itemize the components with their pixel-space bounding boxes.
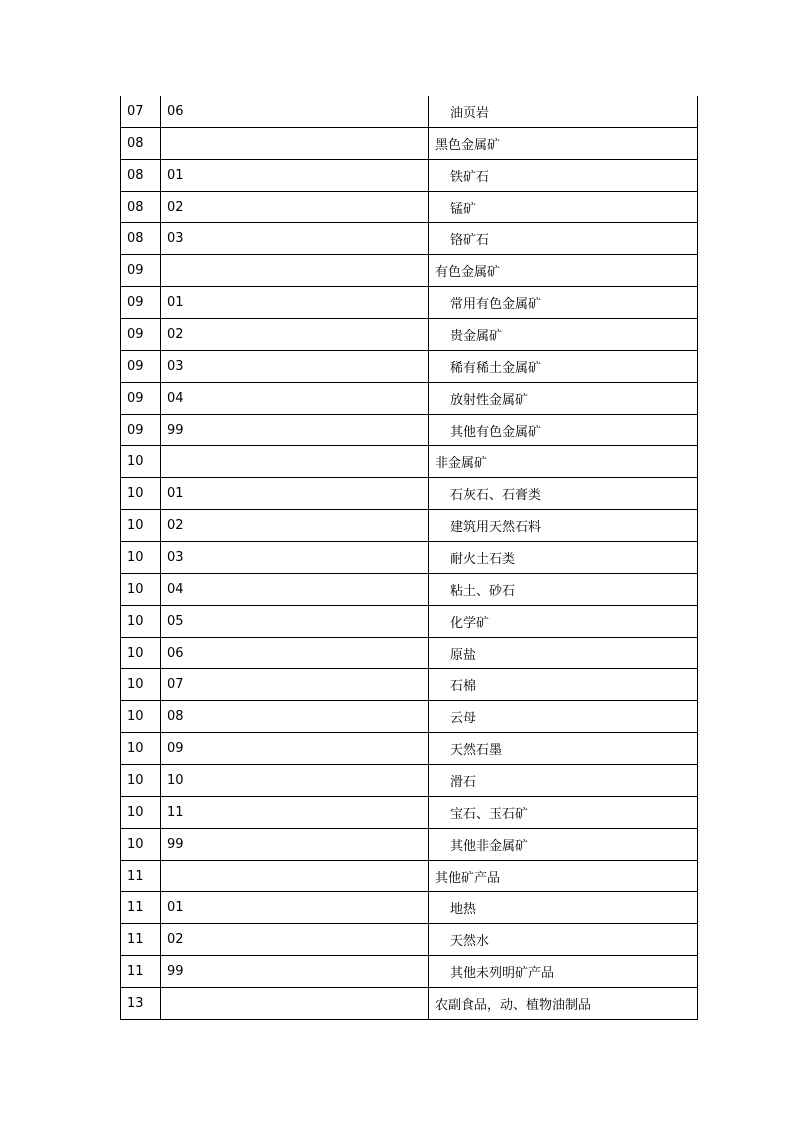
category-code-text: 09 bbox=[127, 295, 144, 311]
table-row bbox=[121, 255, 698, 287]
category-code-text: 10 bbox=[127, 709, 144, 725]
category-name-cell bbox=[429, 255, 698, 287]
subcategory-code-cell bbox=[161, 478, 429, 510]
classification-table bbox=[120, 96, 698, 1020]
subcategory-code-cell bbox=[161, 701, 429, 733]
subcategory-code-text: 03 bbox=[167, 358, 184, 374]
table-row bbox=[121, 765, 698, 797]
subcategory-code-text: 10 bbox=[167, 772, 184, 788]
category-name-text: 黑色金属矿 bbox=[435, 137, 501, 153]
subcategory-code-text: 99 bbox=[167, 422, 184, 438]
category-name-text: 其他有色金属矿 bbox=[450, 424, 542, 440]
category-code-text: 09 bbox=[127, 263, 144, 279]
category-name-text: 石灰石、石膏类 bbox=[450, 488, 542, 504]
category-name-text: 耐火土石类 bbox=[450, 551, 516, 567]
subcategory-code-cell bbox=[161, 892, 429, 924]
category-name-text: 农副食品，动、植物油制品 bbox=[435, 997, 592, 1013]
category-code-cell bbox=[121, 350, 161, 382]
category-code-cell bbox=[121, 924, 161, 956]
subcategory-code-text: 06 bbox=[167, 103, 184, 119]
category-name-cell bbox=[429, 605, 698, 637]
subcategory-code-cell bbox=[161, 319, 429, 351]
subcategory-code-text: 02 bbox=[167, 518, 184, 534]
subcategory-code-text: 99 bbox=[167, 964, 184, 980]
category-name-text: 贵金属矿 bbox=[450, 328, 503, 344]
subcategory-code-cell bbox=[161, 159, 429, 191]
category-code-text: 08 bbox=[127, 167, 144, 183]
subcategory-code-cell bbox=[161, 446, 429, 478]
category-code-text: 11 bbox=[127, 932, 144, 948]
category-code-cell bbox=[121, 446, 161, 478]
table-row bbox=[121, 127, 698, 159]
category-code-text: 10 bbox=[127, 486, 144, 502]
category-code-cell bbox=[121, 223, 161, 255]
category-code-cell bbox=[121, 796, 161, 828]
subcategory-code-cell bbox=[161, 127, 429, 159]
table-row bbox=[121, 159, 698, 191]
subcategory-code-text: 02 bbox=[167, 199, 184, 215]
category-code-text: 09 bbox=[127, 422, 144, 438]
category-name-text: 粘土、砂石 bbox=[450, 583, 516, 599]
category-name-text: 宝石、玉石矿 bbox=[450, 806, 529, 822]
subcategory-code-text: 01 bbox=[167, 167, 184, 183]
subcategory-code-text: 08 bbox=[167, 709, 184, 725]
category-code-text: 08 bbox=[127, 135, 144, 151]
table-row bbox=[121, 796, 698, 828]
category-code-cell bbox=[121, 573, 161, 605]
category-code-text: 13 bbox=[127, 995, 144, 1011]
subcategory-code-cell bbox=[161, 287, 429, 319]
category-name-text: 云母 bbox=[450, 711, 477, 727]
category-code-cell bbox=[121, 988, 161, 1020]
category-name-text: 非金属矿 bbox=[435, 456, 488, 472]
table-row bbox=[121, 542, 698, 574]
category-name-text: 石棉 bbox=[450, 679, 477, 695]
category-name-cell bbox=[429, 223, 698, 255]
subcategory-code-text: 04 bbox=[167, 390, 184, 406]
category-name-cell bbox=[429, 669, 698, 701]
table-row bbox=[121, 414, 698, 446]
category-name-cell bbox=[429, 96, 698, 127]
table-row bbox=[121, 319, 698, 351]
category-name-text: 天然水 bbox=[450, 934, 490, 950]
category-name-cell bbox=[429, 637, 698, 669]
subcategory-code-text: 02 bbox=[167, 326, 184, 342]
table-row bbox=[121, 191, 698, 223]
table-row bbox=[121, 478, 698, 510]
subcategory-code-text: 02 bbox=[167, 932, 184, 948]
table-row bbox=[121, 446, 698, 478]
category-code-text: 10 bbox=[127, 581, 144, 597]
category-code-cell bbox=[121, 956, 161, 988]
category-name-text: 放射性金属矿 bbox=[450, 392, 529, 408]
subcategory-code-text: 07 bbox=[167, 677, 184, 693]
category-code-cell bbox=[121, 159, 161, 191]
category-code-cell bbox=[121, 255, 161, 287]
category-name-cell bbox=[429, 350, 698, 382]
subcategory-code-text: 01 bbox=[167, 486, 184, 502]
category-name-text: 铬矿石 bbox=[450, 233, 490, 249]
category-code-cell bbox=[121, 542, 161, 574]
category-name-text: 地热 bbox=[450, 902, 477, 918]
table-row bbox=[121, 733, 698, 765]
subcategory-code-cell bbox=[161, 828, 429, 860]
category-code-text: 10 bbox=[127, 518, 144, 534]
category-name-text: 其他矿产品 bbox=[435, 870, 501, 886]
category-name-cell bbox=[429, 701, 698, 733]
category-name-text: 油页岩 bbox=[450, 105, 490, 121]
category-name-text: 常用有色金属矿 bbox=[450, 297, 542, 313]
subcategory-code-text: 09 bbox=[167, 741, 184, 757]
category-name-cell bbox=[429, 127, 698, 159]
category-code-cell bbox=[121, 287, 161, 319]
category-code-text: 10 bbox=[127, 645, 144, 661]
category-code-cell bbox=[121, 828, 161, 860]
subcategory-code-cell bbox=[161, 223, 429, 255]
table-row bbox=[121, 510, 698, 542]
category-name-cell bbox=[429, 382, 698, 414]
category-code-text: 10 bbox=[127, 613, 144, 629]
table-row bbox=[121, 924, 698, 956]
table-row bbox=[121, 892, 698, 924]
category-code-text: 09 bbox=[127, 326, 144, 342]
category-name-cell bbox=[429, 191, 698, 223]
category-name-text: 稀有稀土金属矿 bbox=[450, 360, 542, 376]
subcategory-code-cell bbox=[161, 860, 429, 892]
category-code-cell bbox=[121, 701, 161, 733]
category-code-text: 07 bbox=[127, 103, 144, 119]
category-name-cell bbox=[429, 892, 698, 924]
subcategory-code-text: 03 bbox=[167, 549, 184, 565]
category-name-cell bbox=[429, 414, 698, 446]
category-code-text: 10 bbox=[127, 549, 144, 565]
category-name-cell bbox=[429, 796, 698, 828]
table-row bbox=[121, 956, 698, 988]
category-name-cell bbox=[429, 956, 698, 988]
subcategory-code-cell bbox=[161, 510, 429, 542]
category-code-cell bbox=[121, 96, 161, 127]
subcategory-code-cell bbox=[161, 382, 429, 414]
category-name-cell bbox=[429, 733, 698, 765]
category-code-cell bbox=[121, 127, 161, 159]
category-code-text: 10 bbox=[127, 836, 144, 852]
category-code-cell bbox=[121, 892, 161, 924]
category-code-cell bbox=[121, 733, 161, 765]
subcategory-code-cell bbox=[161, 191, 429, 223]
subcategory-code-cell bbox=[161, 733, 429, 765]
category-code-text: 10 bbox=[127, 454, 144, 470]
category-name-cell bbox=[429, 478, 698, 510]
category-name-cell bbox=[429, 542, 698, 574]
table-row bbox=[121, 287, 698, 319]
table-row bbox=[121, 701, 698, 733]
subcategory-code-cell bbox=[161, 637, 429, 669]
table-row bbox=[121, 382, 698, 414]
category-code-cell bbox=[121, 510, 161, 542]
category-code-cell bbox=[121, 765, 161, 797]
category-name-text: 其他未列明矿产品 bbox=[450, 966, 555, 982]
category-code-text: 08 bbox=[127, 231, 144, 247]
subcategory-code-text: 04 bbox=[167, 581, 184, 597]
category-code-cell bbox=[121, 605, 161, 637]
table-row bbox=[121, 223, 698, 255]
category-code-cell bbox=[121, 319, 161, 351]
subcategory-code-text: 01 bbox=[167, 295, 184, 311]
table-row bbox=[121, 350, 698, 382]
subcategory-code-cell bbox=[161, 924, 429, 956]
subcategory-code-text: 01 bbox=[167, 900, 184, 916]
category-code-cell bbox=[121, 191, 161, 223]
table-row bbox=[121, 828, 698, 860]
subcategory-code-text: 05 bbox=[167, 613, 184, 629]
table-row bbox=[121, 96, 698, 127]
table-body bbox=[121, 96, 698, 1019]
category-name-cell bbox=[429, 510, 698, 542]
subcategory-code-text: 06 bbox=[167, 645, 184, 661]
subcategory-code-cell bbox=[161, 96, 429, 127]
category-code-text: 09 bbox=[127, 358, 144, 374]
category-name-cell bbox=[429, 319, 698, 351]
table-row bbox=[121, 605, 698, 637]
category-code-cell bbox=[121, 478, 161, 510]
subcategory-code-text: 03 bbox=[167, 231, 184, 247]
category-code-text: 11 bbox=[127, 964, 144, 980]
subcategory-code-text: 99 bbox=[167, 836, 184, 852]
subcategory-code-text: 11 bbox=[167, 804, 184, 820]
subcategory-code-cell bbox=[161, 988, 429, 1020]
subcategory-code-cell bbox=[161, 350, 429, 382]
category-name-cell bbox=[429, 573, 698, 605]
category-name-cell bbox=[429, 287, 698, 319]
category-code-cell bbox=[121, 860, 161, 892]
category-name-cell bbox=[429, 765, 698, 797]
category-name-text: 有色金属矿 bbox=[435, 265, 501, 281]
category-code-text: 09 bbox=[127, 390, 144, 406]
category-name-cell bbox=[429, 988, 698, 1020]
category-name-text: 其他非金属矿 bbox=[450, 838, 529, 854]
category-code-text: 10 bbox=[127, 804, 144, 820]
category-name-text: 锰矿 bbox=[450, 201, 477, 217]
category-code-cell bbox=[121, 382, 161, 414]
category-code-text: 11 bbox=[127, 900, 144, 916]
subcategory-code-cell bbox=[161, 796, 429, 828]
category-name-cell bbox=[429, 446, 698, 478]
category-name-cell bbox=[429, 924, 698, 956]
table-row bbox=[121, 573, 698, 605]
table-row bbox=[121, 988, 698, 1020]
subcategory-code-cell bbox=[161, 605, 429, 637]
category-name-text: 铁矿石 bbox=[450, 169, 490, 185]
category-code-text: 11 bbox=[127, 868, 144, 884]
category-code-text: 10 bbox=[127, 677, 144, 693]
category-code-text: 10 bbox=[127, 772, 144, 788]
subcategory-code-cell bbox=[161, 956, 429, 988]
subcategory-code-cell bbox=[161, 669, 429, 701]
category-code-cell bbox=[121, 669, 161, 701]
category-code-text: 08 bbox=[127, 199, 144, 215]
category-name-cell bbox=[429, 828, 698, 860]
category-name-text: 建筑用天然石料 bbox=[450, 520, 542, 536]
subcategory-code-cell bbox=[161, 573, 429, 605]
category-code-cell bbox=[121, 414, 161, 446]
table-row bbox=[121, 637, 698, 669]
category-name-text: 化学矿 bbox=[450, 615, 490, 631]
table-row bbox=[121, 860, 698, 892]
category-name-text: 原盐 bbox=[450, 647, 477, 663]
subcategory-code-cell bbox=[161, 765, 429, 797]
subcategory-code-cell bbox=[161, 255, 429, 287]
category-name-text: 滑石 bbox=[450, 774, 477, 790]
category-code-text: 10 bbox=[127, 741, 144, 757]
category-name-cell bbox=[429, 860, 698, 892]
category-name-cell bbox=[429, 159, 698, 191]
category-code-cell bbox=[121, 637, 161, 669]
table-row bbox=[121, 669, 698, 701]
subcategory-code-cell bbox=[161, 542, 429, 574]
subcategory-code-cell bbox=[161, 414, 429, 446]
category-name-text: 天然石墨 bbox=[450, 743, 503, 759]
